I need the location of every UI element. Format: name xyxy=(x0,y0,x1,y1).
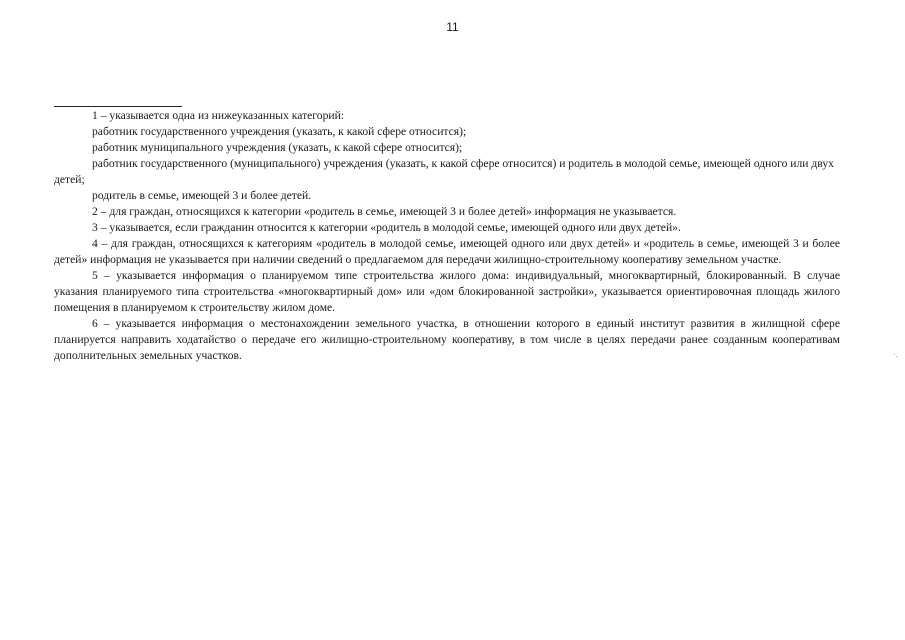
footnote-3: 3 – указывается, если гражданин относится к категории «родитель в молодой семье, имеющей одного или двух детей». xyxy=(92,221,681,234)
page-number: 11 xyxy=(446,20,459,34)
footnote-1-option-c: работник государственного (муниципального) учреждения (указать, к какой сфере относится) и родитель в молодой семье, имеющей одного или двух детей; xyxy=(54,157,834,186)
footnotes-block xyxy=(54,108,840,364)
footnote-1-option-d: родитель в семье, имеющей 3 и более детей. xyxy=(92,189,312,202)
footnote-separator xyxy=(54,106,182,107)
scan-artifact: ·. xyxy=(893,350,899,359)
footnote-4: 4 – для граждан, относящихся к категориям «родитель в молодой семье, имеющей одного или двух детей» и «родитель в семье, имеющей 3 и более детей» информация не указывается при наличии сведений о предлагаемом для передачи жилищно-строительному кооперативу земельном участке. xyxy=(54,237,840,266)
footnote-2: 2 – для граждан, относящихся к категории «родитель в семье, имеющей 3 и более детей» информация не указывается. xyxy=(92,205,677,218)
footnote-1-option-b: работник муниципального учреждения (указать, к какой сфере относится); xyxy=(92,141,463,154)
footnote-1-option-a: работник государственного учреждения (указать, к какой сфере относится); xyxy=(92,125,467,138)
footnote-1: 1 – указывается одна из нижеуказанных категорий: xyxy=(92,109,344,122)
footnote-6: 6 – указывается информация о местонахождении земельного участка, в отношении которого в единый институт развития в жилищной сфере планируется направить ходатайство о передаче его жилищно-строительному кооперативу, в том числе в целях передачи ранее созданным кооперативам дополнительных земельных участков. xyxy=(54,317,840,362)
footnote-5: 5 – указывается информация о планируемом типе строительства жилого дома: индивидуальный, многоквартирный, блокированный. В случае указания планируемого типа строительства «многоквартирный дом» или «дом блокированной застройки», указывается ориентировочная площадь жилого помещения в планируемом к строительству жилом доме. xyxy=(54,269,840,314)
